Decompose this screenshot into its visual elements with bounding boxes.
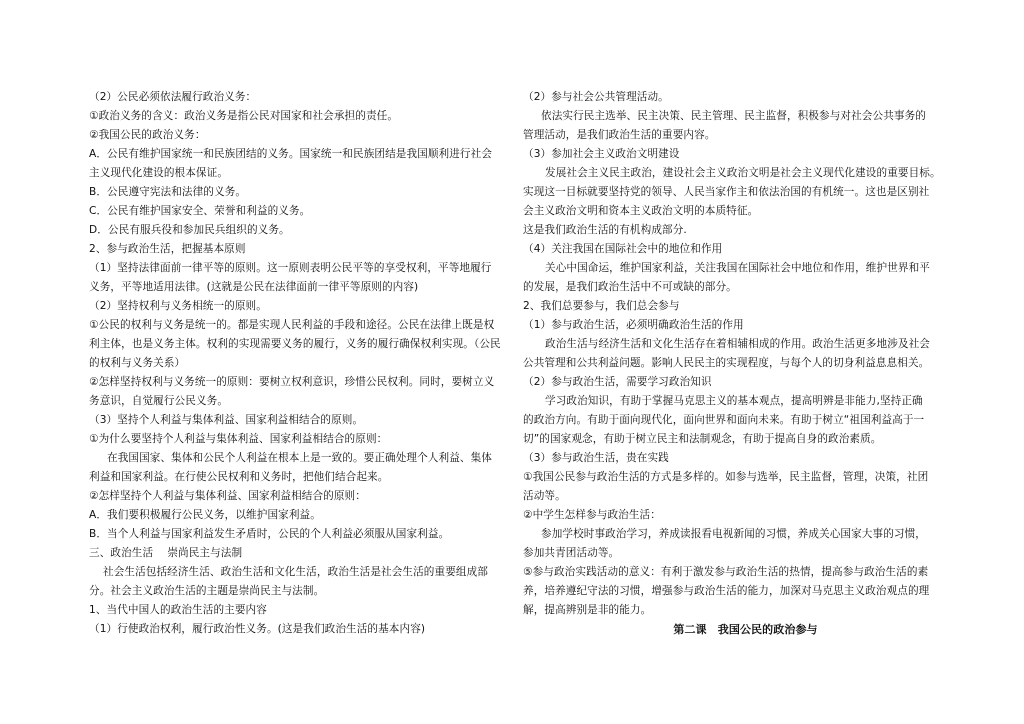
- text-line: （1）行使政治权利，履行政治性义务。(这是我们政治生活的基本内容): [89, 623, 426, 635]
- text-line: （2）参与政治生活，需要学习政治知识: [523, 376, 712, 388]
- text-line: ①政治义务的含义：政治义务是指公民对国家和社会承担的责任。: [89, 110, 399, 122]
- text-line: （3）参加社会主义政治文明建设: [523, 148, 680, 160]
- text-line: 发展社会主义民主政治，建设社会主义政治文明是社会主义现代化建设的重要目标。: [545, 167, 941, 179]
- text-line: 1、当代中国人的政治生活的主要内容: [89, 604, 267, 616]
- text-line: 养，培养遵纪守法的习惯，增强参与政治生活的能力，加深对马克思主义政治观点的理: [523, 585, 930, 597]
- section-heading: 三、政治生活 崇尚民主与法制: [89, 547, 243, 559]
- text-line: A．我们要积极履行公民义务，以维护国家利益。: [89, 509, 321, 521]
- text-line: 2、我们总要参与，我们总会参与: [523, 300, 680, 312]
- text-line: C．公民有维护国家安全、荣誉和利益的义务。: [89, 205, 311, 217]
- text-line: ①我国公民参与政治生活的方式是多样的。如参与选举，民主监督，管理，决策，社团: [523, 471, 929, 483]
- text-line: A．公民有维护国家统一和民族团结的义务。国家统一和民族团结是我国顺利进行社会: [89, 148, 493, 160]
- text-line: ①公民的权利与义务是统一的。都是实现人民利益的手段和途径。公民在法律上既是权: [89, 319, 495, 331]
- text-line: B．当个人利益与国家利益发生矛盾时，公民的个人利益必须服从国家利益。: [89, 528, 450, 540]
- text-line: 的政治方向。有助于面向现代化，面向世界和面向未来。有助于树立“祖国利益高于一: [523, 414, 925, 426]
- text-line: （2）参与社会公共管理活动。: [523, 91, 669, 103]
- text-line: 利主体，也是义务主体。权利的实现需要义务的履行，义务的履行确保权利实现。（公民: [89, 338, 501, 350]
- text-line: ②怎样坚持个人利益与集体利益、国家利益相结合的原则：: [89, 490, 366, 502]
- text-line: 的发展，是我们政治生活中不可或缺的部分。: [523, 281, 737, 293]
- text-line: 依法实行民主选举、民主决策、民主管理、民主监督，积极参与对社会公共事务的: [541, 110, 926, 122]
- text-line: ②怎样坚持权利与义务统一的原则：要树立权利意识，珍惜公民权利。同时，要树立义: [89, 376, 495, 388]
- text-line: D．公民有服兵役和参加民兵组织的义务。: [89, 224, 290, 236]
- text-line: 在我国国家、集体和公民个人利益在根本上是一致的。要正确处理个人利益、集体: [107, 452, 492, 464]
- text-line: （2）坚持权利与义务相统一的原则。: [89, 300, 267, 312]
- text-line: 主义现代化建设的根本保证。: [89, 167, 229, 179]
- right-column: [523, 88, 948, 639]
- text-line: 关心中国命运，维护国家利益，关注我国在国际社会中地位和作用，维护世界和平: [545, 262, 930, 274]
- text-line: （1）参与政治生活，必须明确政治生活的作用: [523, 319, 744, 331]
- text-line: 参加共青团活动等。: [523, 547, 620, 559]
- text-line: 管理活动，是我们政治生活的重要内容。: [523, 129, 716, 141]
- text-line: 的权利与义务关系）: [89, 357, 186, 369]
- text-line: （2）公民必须依法履行政治义务：: [89, 91, 257, 103]
- text-line: 解，提高辨别是非的能力。: [523, 604, 652, 616]
- text-line: 义务，平等地适用法律。(这就是公民在法律面前一律平等原则的内容): [89, 281, 419, 293]
- text-line: ②中学生怎样参与政治生活：: [523, 509, 661, 521]
- text-line: ②我国公民的政治义务：: [89, 129, 206, 141]
- text-line: （1）坚持法律面前一律平等的原则。这一原则表明公民平等的享受权利，平等地履行: [89, 262, 492, 274]
- text-line: B．公民遵守宪法和法律的义务。: [89, 186, 247, 198]
- text-line: 会主义政治文明和资本主义政治文明的本质特征。: [523, 205, 759, 217]
- text-line: （3）参与政治生活，贵在实践: [523, 452, 669, 464]
- text-line: 实现这一目标就要坚持党的领导、人民当家作主和依法治国的有机统一。这也是区别社: [523, 186, 930, 198]
- left-column: [85, 88, 503, 639]
- lesson-title: 第二课 我国公民的政治参与: [673, 623, 818, 636]
- text-line: 政治生活与经济生活和文化生活存在着相辅相成的作用。政治生活更多地涉及社会: [545, 338, 930, 350]
- text-line: 公共管理和公共利益问题。影响人民民主的实现程度，与每个人的切身利益息息相关。: [523, 357, 930, 369]
- text-line: 切”的国家观念，有助于树立民主和法制观念，有助于提高自身的政治素质。: [523, 433, 882, 445]
- text-line: 学习政治知识，有助于掌握马克思主义的基本观点，提高明辨是非能力,坚持正确: [545, 395, 923, 407]
- text-line: ⑤参与政治实践活动的意义：有利于激发参与政治生活的热情，提高参与政治生活的素: [523, 566, 929, 578]
- text-line: 活动等。: [523, 490, 566, 502]
- text-line: 务意识，自觉履行公民义务。: [89, 395, 229, 407]
- text-line: 这是我们政治生活的有机构成部分.: [523, 224, 687, 236]
- text-line: 利益和国家利益。在行使公民权利和义务时，把他们结合起来。: [89, 471, 389, 483]
- text-line: （3）坚持个人利益与集体利益、国家利益相结合的原则。: [89, 414, 364, 426]
- text-line: ①为什么要坚持个人利益与集体利益、国家利益相结合的原则：: [89, 433, 388, 445]
- text-line: 社会生活包括经济生活、政治生活和文化生活，政治生活是社会生活的重要组成部: [103, 566, 488, 578]
- text-line: 参加学校时事政治学习，养成读报看电视新闻的习惯，养成关心国家大事的习惯，: [541, 528, 926, 540]
- text-line: 分。社会主义政治生活的主题是崇尚民主与法制。: [89, 585, 325, 597]
- text-line: 2、参与政治生活，把握基本原则: [89, 243, 246, 255]
- text-line: （4）关注我国在国际社会中的地位和作用: [523, 243, 723, 255]
